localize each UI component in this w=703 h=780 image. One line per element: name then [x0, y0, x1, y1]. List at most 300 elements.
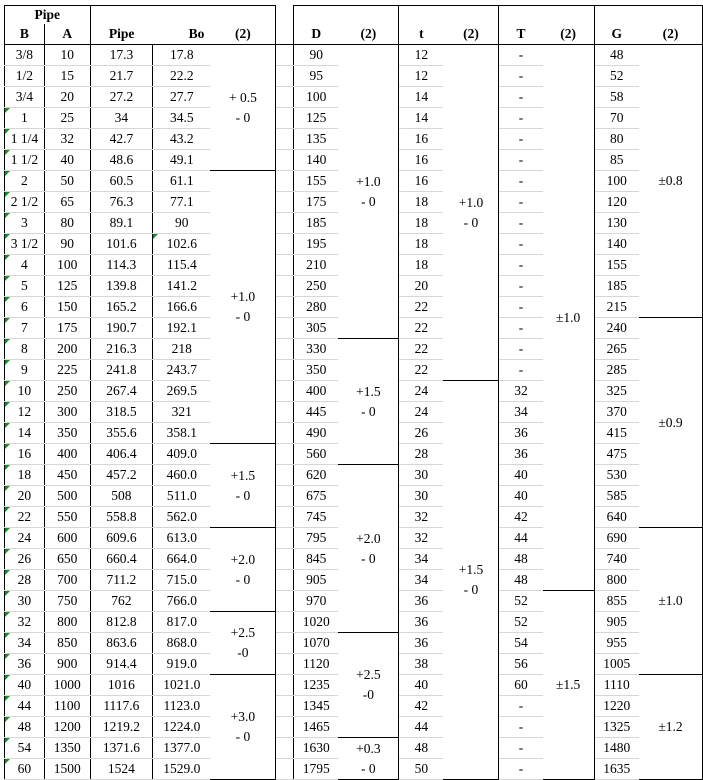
cell-a: 80: [44, 213, 90, 234]
cell-d: 185: [294, 213, 339, 234]
cell-t: 20: [399, 276, 444, 297]
bo-tolerance: [210, 675, 275, 780]
cell-d: 905: [294, 570, 339, 591]
cell-b: 3: [5, 213, 45, 234]
cell-pipe: 60.5: [90, 171, 153, 192]
spacer-cell: [276, 612, 294, 633]
cell-b: 44: [5, 696, 45, 717]
cell-d: 1020: [294, 612, 339, 633]
cell-t: 18: [399, 192, 444, 213]
cell-a: 125: [44, 276, 90, 297]
spacer-cell: [276, 66, 294, 87]
header-row-2: [5, 24, 703, 45]
cell-bo: 511.0: [153, 486, 211, 507]
spacer-cell: [276, 381, 294, 402]
cell-tt: -: [499, 171, 543, 192]
cell-t: 42: [399, 696, 444, 717]
bo-tolerance-lower: - 0: [235, 309, 251, 324]
spacer-cell: [276, 276, 294, 297]
cell-b: 48: [5, 717, 45, 738]
spacer-cell: [276, 297, 294, 318]
col-b-header: B: [5, 24, 45, 45]
cell-g: 1325: [594, 717, 639, 738]
spacer-cell: [276, 591, 294, 612]
cell-a: 600: [44, 528, 90, 549]
g-tolerance: [639, 528, 703, 675]
cell-tt: -: [499, 129, 543, 150]
cell-bo: 192.1: [153, 318, 211, 339]
cell-a: 100: [44, 255, 90, 276]
table-row: [5, 339, 703, 360]
d-tolerance-lower: -0: [362, 687, 374, 702]
d-tolerance: [338, 738, 398, 780]
cell-g: 475: [594, 444, 639, 465]
cell-tt: -: [499, 87, 543, 108]
tt-tolerance: [543, 45, 595, 591]
cell-tt: 52: [499, 612, 543, 633]
col-g-tol-header: (2): [639, 24, 703, 45]
cell-tt: -: [499, 318, 543, 339]
d-tolerance-lower: - 0: [361, 550, 376, 566]
cell-pipe: 863.6: [90, 633, 153, 654]
cell-t: 18: [399, 234, 444, 255]
spacer-cell: [276, 570, 294, 591]
cell-bo: 1021.0: [153, 675, 211, 696]
cell-b: 26: [5, 549, 45, 570]
bo-tolerance: [210, 45, 275, 171]
cell-t: 12: [399, 66, 444, 87]
cell-d: 400: [294, 381, 339, 402]
cell-b: 1 1/4: [5, 129, 45, 150]
cell-g: 955: [594, 633, 639, 654]
cell-pipe: 914.4: [90, 654, 153, 675]
cell-tt: 48: [499, 570, 543, 591]
cell-d: 560: [294, 444, 339, 465]
cell-b: 2 1/2: [5, 192, 45, 213]
cell-pipe: 1016: [90, 675, 153, 696]
col-pipe-header: Pipe: [90, 24, 153, 45]
bo-tolerance-lower: - 0: [235, 487, 251, 503]
cell-g: 58: [594, 87, 639, 108]
cell-d: 175: [294, 192, 339, 213]
cell-bo: 321: [153, 402, 211, 423]
cell-t: 28: [399, 444, 444, 465]
cell-pipe: 558.8: [90, 507, 153, 528]
cell-b: 1: [5, 108, 45, 129]
cell-t: 36: [399, 612, 444, 633]
cell-t: 34: [399, 549, 444, 570]
cell-tt: -: [499, 234, 543, 255]
cell-b: 36: [5, 654, 45, 675]
cell-d: 350: [294, 360, 339, 381]
cell-g: 130: [594, 213, 639, 234]
spacer-cell: [276, 675, 294, 696]
t-tolerance-lower: - 0: [463, 214, 479, 230]
cell-a: 650: [44, 549, 90, 570]
cell-t: 22: [399, 360, 444, 381]
cell-a: 1000: [44, 675, 90, 696]
spacer-cell: [276, 108, 294, 129]
cell-g: 48: [594, 45, 639, 66]
cell-tt: -: [499, 192, 543, 213]
cell-bo: 102.6: [153, 234, 211, 255]
cell-a: 65: [44, 192, 90, 213]
bo-tolerance: [210, 171, 275, 444]
cell-bo: 715.0: [153, 570, 211, 591]
cell-a: 10: [44, 45, 90, 66]
cell-b: 16: [5, 444, 45, 465]
spacer-cell: [276, 507, 294, 528]
cell-bo: 22.2: [153, 66, 211, 87]
cell-tt: -: [499, 297, 543, 318]
cell-bo: 817.0: [153, 612, 211, 633]
cell-pipe: 711.2: [90, 570, 153, 591]
cell-bo: 27.7: [153, 87, 211, 108]
cell-pipe: 89.1: [90, 213, 153, 234]
bo-tolerance-lower: -0: [237, 645, 249, 660]
cell-bo: 1529.0: [153, 759, 211, 780]
cell-g: 1635: [594, 759, 639, 780]
cell-bo: 1224.0: [153, 717, 211, 738]
cell-b: 28: [5, 570, 45, 591]
cell-a: 700: [44, 570, 90, 591]
cell-t: 44: [399, 717, 444, 738]
cell-t: 30: [399, 486, 444, 507]
cell-b: 30: [5, 591, 45, 612]
cell-tt: 34: [499, 402, 543, 423]
cell-a: 500: [44, 486, 90, 507]
spacer-cell: [276, 528, 294, 549]
cell-tt: -: [499, 150, 543, 171]
cell-a: 550: [44, 507, 90, 528]
cell-bo: 141.2: [153, 276, 211, 297]
cell-b: 5: [5, 276, 45, 297]
cell-t: 38: [399, 654, 444, 675]
spacer-cell: [276, 234, 294, 255]
cell-d: 280: [294, 297, 339, 318]
cell-tt: -: [499, 66, 543, 87]
spacer-cell: [276, 150, 294, 171]
bo-tolerance-upper: + 0.5: [228, 89, 257, 105]
cell-d: 155: [294, 171, 339, 192]
col-tt-header: T: [499, 24, 543, 45]
bo-tolerance: [210, 528, 275, 612]
cell-pipe: 17.3: [90, 45, 153, 66]
g-tolerance: [639, 45, 703, 318]
cell-bo: 49.1: [153, 150, 211, 171]
spacer-cell: [276, 486, 294, 507]
bo-tolerance-upper: +1.5: [230, 467, 256, 483]
cell-b: 60: [5, 759, 45, 780]
cell-g: 640: [594, 507, 639, 528]
cell-pipe: 762: [90, 591, 153, 612]
spacer-cell: [276, 87, 294, 108]
cell-b: 32: [5, 612, 45, 633]
cell-bo: 43.2: [153, 129, 211, 150]
cell-pipe: 609.6: [90, 528, 153, 549]
cell-g: 325: [594, 381, 639, 402]
cell-tt: 40: [499, 465, 543, 486]
cell-bo: 460.0: [153, 465, 211, 486]
col-bo-tol-header: (2): [210, 24, 275, 45]
cell-pipe: 216.3: [90, 339, 153, 360]
cell-d: 95: [294, 66, 339, 87]
cell-d: 100: [294, 87, 339, 108]
cell-g: 215: [594, 297, 639, 318]
d-tolerance-upper: +2.5: [356, 667, 381, 682]
cell-b: 34: [5, 633, 45, 654]
cell-pipe: 101.6: [90, 234, 153, 255]
cell-pipe: 42.7: [90, 129, 153, 150]
cell-t: 22: [399, 318, 444, 339]
cell-tt: 52: [499, 591, 543, 612]
cell-g: 585: [594, 486, 639, 507]
cell-d: 250: [294, 276, 339, 297]
cell-bo: 1123.0: [153, 696, 211, 717]
cell-pipe: 457.2: [90, 465, 153, 486]
g-tolerance-upper: ±1.0: [658, 593, 683, 608]
cell-d: 1235: [294, 675, 339, 696]
cell-g: 155: [594, 255, 639, 276]
cell-t: 32: [399, 528, 444, 549]
cell-t: 36: [399, 591, 444, 612]
cell-d: 845: [294, 549, 339, 570]
cell-bo: 166.6: [153, 297, 211, 318]
cell-t: 14: [399, 108, 444, 129]
cell-pipe: 165.2: [90, 297, 153, 318]
spacer-cell: [276, 402, 294, 423]
cell-pipe: 1524: [90, 759, 153, 780]
table-row: [5, 633, 703, 654]
cell-b: 12: [5, 402, 45, 423]
cell-b: 20: [5, 486, 45, 507]
cell-pipe: 48.6: [90, 150, 153, 171]
col-tt-tol-header: (2): [543, 24, 595, 45]
cell-d: 1795: [294, 759, 339, 780]
col-d-tol-header: (2): [338, 24, 398, 45]
t-tolerance-upper: +1.0: [458, 194, 484, 210]
cell-pipe: 267.4: [90, 381, 153, 402]
spacer-cell: [276, 444, 294, 465]
cell-pipe: 406.4: [90, 444, 153, 465]
cell-pipe: 318.5: [90, 402, 153, 423]
cell-b: 10: [5, 381, 45, 402]
cell-pipe: 114.3: [90, 255, 153, 276]
spacer-cell: [276, 318, 294, 339]
col-bo-header: Bo: [153, 24, 211, 45]
d-tolerance-upper: +2.0: [356, 530, 381, 546]
cell-t: 30: [399, 465, 444, 486]
table-row: [5, 45, 703, 66]
cell-tt: 36: [499, 444, 543, 465]
cell-g: 120: [594, 192, 639, 213]
cell-g: 240: [594, 318, 639, 339]
cell-g: 100: [594, 171, 639, 192]
cell-a: 1200: [44, 717, 90, 738]
bo-tolerance: [210, 444, 275, 528]
cell-g: 855: [594, 591, 639, 612]
cell-a: 150: [44, 297, 90, 318]
cell-pipe: 76.3: [90, 192, 153, 213]
g-tolerance-upper: ±0.9: [658, 414, 683, 430]
cell-t: 12: [399, 45, 444, 66]
cell-t: 26: [399, 423, 444, 444]
col-t-header: t: [399, 24, 444, 45]
cell-a: 250: [44, 381, 90, 402]
spacer-cell: [276, 633, 294, 654]
cell-b: 3/8: [5, 45, 45, 66]
d-tolerance: [338, 465, 398, 633]
cell-a: 900: [44, 654, 90, 675]
header-row-1: [5, 6, 703, 25]
cell-a: 40: [44, 150, 90, 171]
cell-tt: -: [499, 759, 543, 780]
cell-a: 1100: [44, 696, 90, 717]
cell-tt: 60: [499, 675, 543, 696]
cell-pipe: 1219.2: [90, 717, 153, 738]
spacer-cell: [276, 465, 294, 486]
cell-a: 850: [44, 633, 90, 654]
cell-a: 750: [44, 591, 90, 612]
cell-tt: 54: [499, 633, 543, 654]
d-tolerance-upper: +1.5: [356, 383, 381, 399]
g-tolerance: [639, 318, 703, 528]
cell-bo: 269.5: [153, 381, 211, 402]
cell-t: 34: [399, 570, 444, 591]
cell-g: 185: [594, 276, 639, 297]
cell-t: 16: [399, 171, 444, 192]
col-g-header: G: [594, 24, 639, 45]
cell-d: 210: [294, 255, 339, 276]
cell-bo: 409.0: [153, 444, 211, 465]
tt-tolerance-upper: ±1.5: [555, 677, 581, 692]
cell-g: 80: [594, 129, 639, 150]
cell-t: 24: [399, 381, 444, 402]
g-tolerance-upper: ±0.8: [658, 173, 683, 188]
d-tolerance: [338, 339, 398, 465]
cell-a: 50: [44, 171, 90, 192]
cell-t: 18: [399, 255, 444, 276]
t-tolerance: [443, 381, 499, 780]
spacer-cell: [276, 549, 294, 570]
table-row: [5, 738, 703, 759]
t-tolerance: [443, 45, 499, 381]
cell-b: 18: [5, 465, 45, 486]
cell-bo: 61.1: [153, 171, 211, 192]
cell-tt: -: [499, 738, 543, 759]
cell-b: 4: [5, 255, 45, 276]
cell-b: 8: [5, 339, 45, 360]
cell-tt: -: [499, 276, 543, 297]
cell-bo: 90: [153, 213, 211, 234]
cell-tt: 36: [499, 423, 543, 444]
cell-bo: 218: [153, 339, 211, 360]
cell-a: 1350: [44, 738, 90, 759]
cell-pipe: 241.8: [90, 360, 153, 381]
cell-bo: 562.0: [153, 507, 211, 528]
cell-d: 135: [294, 129, 339, 150]
cell-d: 1345: [294, 696, 339, 717]
cell-d: 445: [294, 402, 339, 423]
cell-pipe: 660.4: [90, 549, 153, 570]
cell-g: 85: [594, 150, 639, 171]
d-tolerance-lower: - 0: [361, 403, 376, 419]
bo-tolerance-lower: - 0: [235, 729, 251, 744]
cell-t: 32: [399, 507, 444, 528]
cell-a: 800: [44, 612, 90, 633]
cell-g: 530: [594, 465, 639, 486]
cell-tt: -: [499, 255, 543, 276]
cell-tt: -: [499, 45, 543, 66]
cell-d: 970: [294, 591, 339, 612]
cell-d: 305: [294, 318, 339, 339]
bo-tolerance-lower: - 0: [235, 571, 251, 587]
spacer-cell: [276, 717, 294, 738]
cell-a: 25: [44, 108, 90, 129]
cell-t: 36: [399, 633, 444, 654]
cell-b: 14: [5, 423, 45, 444]
cell-b: 9: [5, 360, 45, 381]
bo-tolerance-lower: - 0: [235, 109, 251, 125]
cell-d: 745: [294, 507, 339, 528]
spacer-cell: [276, 696, 294, 717]
cell-d: 795: [294, 528, 339, 549]
cell-tt: -: [499, 717, 543, 738]
cell-bo: 115.4: [153, 255, 211, 276]
spacer-cell: [276, 213, 294, 234]
cell-pipe: 812.8: [90, 612, 153, 633]
cell-pipe: 355.6: [90, 423, 153, 444]
cell-a: 350: [44, 423, 90, 444]
spacer-cell: [276, 45, 294, 66]
cell-bo: 919.0: [153, 654, 211, 675]
spacer-cell: [276, 129, 294, 150]
d-tolerance-upper: +0.3: [356, 740, 381, 756]
cell-tt: -: [499, 339, 543, 360]
cell-b: 3 1/2: [5, 234, 45, 255]
cell-a: 1500: [44, 759, 90, 780]
bo-tolerance-upper: +2.5: [230, 625, 256, 640]
cell-a: 450: [44, 465, 90, 486]
cell-d: 1070: [294, 633, 339, 654]
flange-dimension-table: [4, 5, 703, 780]
cell-d: 195: [294, 234, 339, 255]
cell-d: 140: [294, 150, 339, 171]
tt-tolerance: [543, 591, 595, 780]
cell-pipe: 1117.6: [90, 696, 153, 717]
cell-d: 125: [294, 108, 339, 129]
cell-b: 40: [5, 675, 45, 696]
cell-b: 6: [5, 297, 45, 318]
cell-tt: 44: [499, 528, 543, 549]
spacer-cell: [276, 423, 294, 444]
cell-pipe: 34: [90, 108, 153, 129]
cell-b: 3/4: [5, 87, 45, 108]
cell-a: 400: [44, 444, 90, 465]
cell-d: 675: [294, 486, 339, 507]
spacer-cell: [276, 339, 294, 360]
cell-g: 140: [594, 234, 639, 255]
cell-pipe: 21.7: [90, 66, 153, 87]
cell-d: 90: [294, 45, 339, 66]
cell-g: 415: [594, 423, 639, 444]
bo-tolerance-upper: +1.0: [230, 289, 256, 304]
cell-t: 40: [399, 675, 444, 696]
cell-tt: -: [499, 108, 543, 129]
spacer-cell: [276, 360, 294, 381]
table-row: [5, 465, 703, 486]
cell-tt: 40: [499, 486, 543, 507]
